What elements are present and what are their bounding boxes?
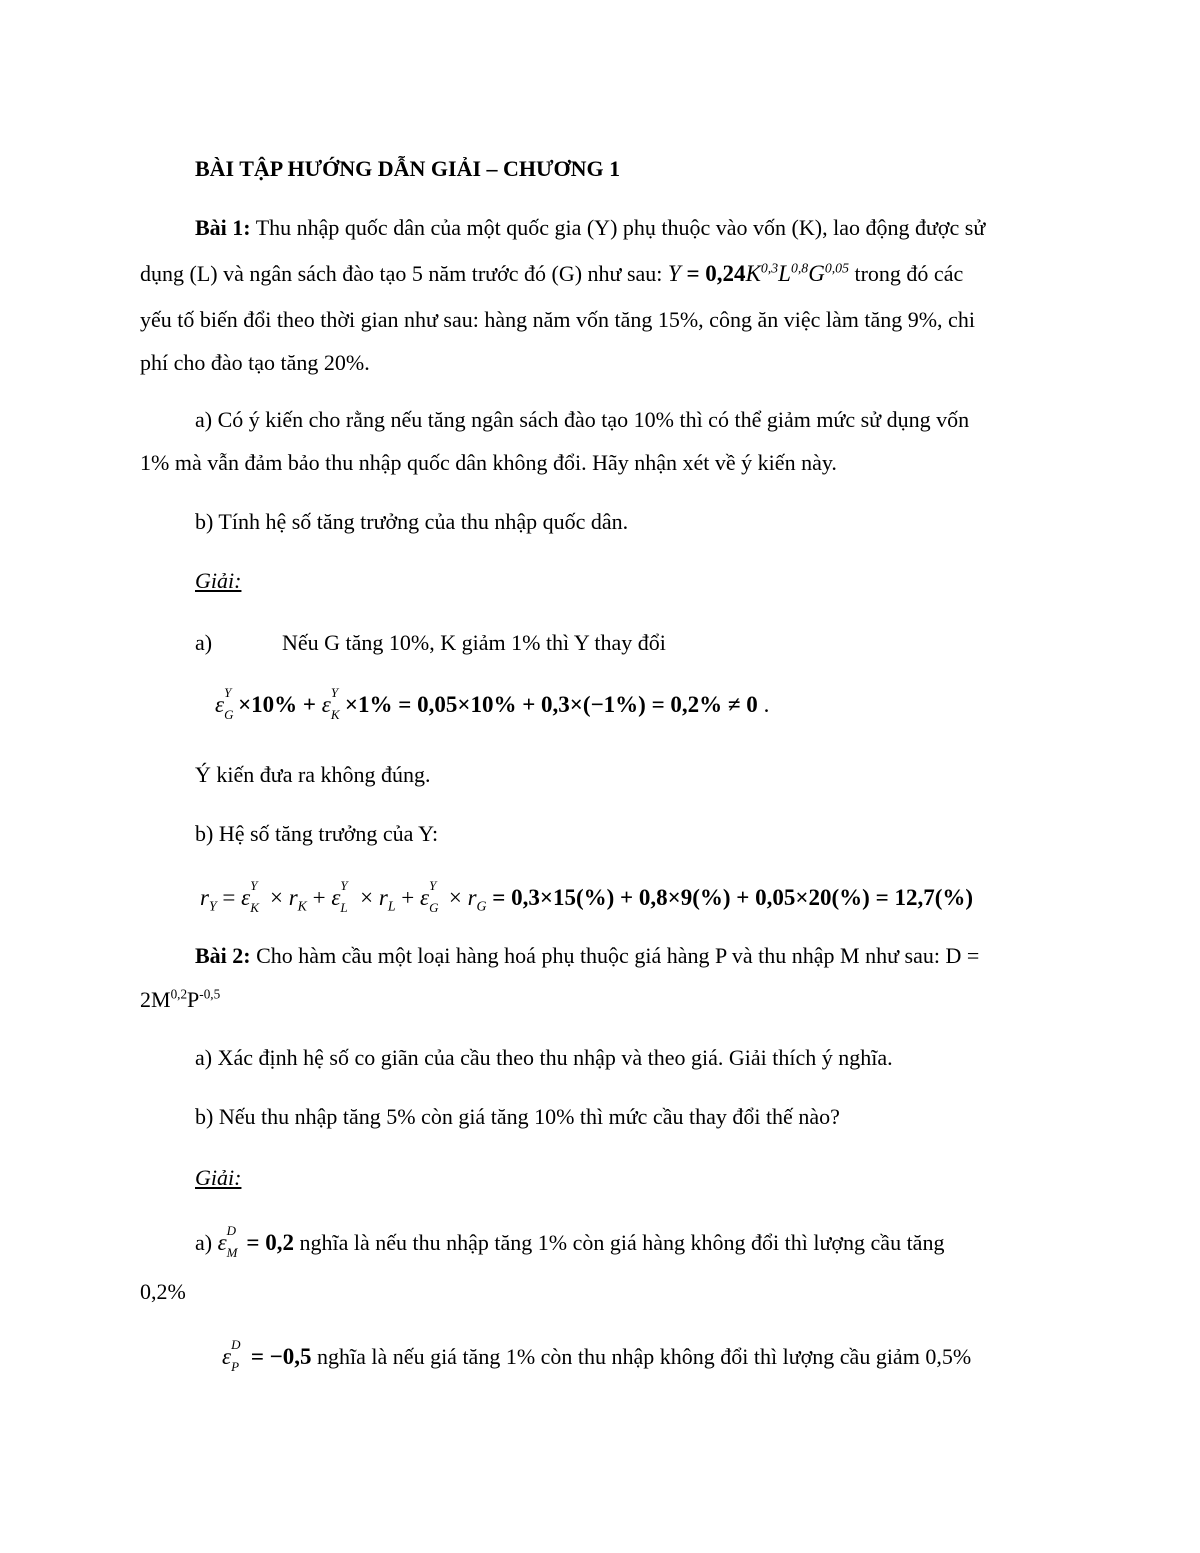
bai2-solution-heading: Giải: bbox=[195, 1165, 242, 1190]
bai1-line3: yếu tố biến đổi theo thời gian như sau: hàng năm vốn tăng 15%, công ăn việc làm tăng 9%, chi bbox=[140, 307, 975, 332]
bai1-question-a-line2: 1% mà vẫn đảm bảo thu nhập quốc dân không đổi. Hãy nhận xét về ý kiến này. bbox=[140, 450, 837, 475]
bai1-text1: Thu nhập quốc dân của một quốc gia (Y) phụ thuộc vào vốn (K), lao động được sử bbox=[250, 215, 986, 240]
bai1-solution-heading: Giải: bbox=[195, 568, 242, 593]
bai1-line1 bbox=[195, 213, 985, 243]
bai1-solution-a-label: a) bbox=[195, 630, 213, 655]
bai2-line2: $2M^{0,2}P^{-0,5}$ bbox=[140, 986, 221, 1012]
bai2-solution-a-line1: a) ε D M = 0,2 nghĩa là nếu thu nhập tăng 1% còn giá hàng không đổi thì lượng cầu tăng bbox=[195, 1223, 945, 1260]
bai2-text1: Cho hàm cầu một loại hàng hoá phụ thuộc giá hàng P và thu nhập M như sau: D = bbox=[250, 943, 980, 968]
bai1-question-a-line1: a) Có ý kiến cho rằng nếu tăng ngân sách đào tạo 10% thì có thể giảm mức sử dụng vốn bbox=[195, 407, 970, 432]
bai2-question-b: b) Nếu thu nhập tăng 5% còn giá tăng 10% thì mức cầu thay đổi thế nào? bbox=[195, 1104, 840, 1129]
bai1-question-b: b) Tính hệ số tăng trưởng của thu nhập quốc dân. bbox=[195, 509, 629, 534]
bai1-solution-a-conclusion: Ý kiến đưa ra không đúng. bbox=[195, 762, 431, 787]
bai1-label: Bài 1: bbox=[195, 215, 251, 240]
bai2-solution-b-line: ε D P = −0,5 nghĩa là nếu giá tăng 1% còn thu nhập không đổi thì lượng cầu giảm 0,5% bbox=[222, 1337, 972, 1374]
page-title: BÀI TẬP HƯỚNG DẪN GIẢI – CHƯƠNG 1 bbox=[195, 156, 621, 181]
bai1-text2b: trong đó các bbox=[848, 261, 964, 286]
bai2-line1 bbox=[195, 941, 979, 971]
bai1-solution-a-formula: ε Y G ×10% + ε Y K ×1% = 0,05×10% + 0,3×(−1%) = 0,2% ≠ 0 . bbox=[215, 685, 770, 722]
bai1-formula: $Y = 0,24K^{0,3}L^{0,8}G^{0,05}$ bbox=[667, 260, 849, 286]
bai1-text2a: dụng (L) và ngân sách đào tạo 5 năm trước đó (G) như sau: bbox=[140, 261, 668, 286]
bai2-question-a: a) Xác định hệ số co giãn của cầu theo thu nhập và theo giá. Giải thích ý nghĩa. bbox=[195, 1045, 893, 1070]
bai2-label: Bài 2: bbox=[195, 943, 251, 968]
bai1-line2 bbox=[140, 259, 963, 289]
bai1-line4: phí cho đào tạo tăng 20%. bbox=[140, 350, 370, 375]
bai1-solution-b-formula: $r_Y = \varepsilon$ Y K × $r_K + \varepsilon$ Y L × $r_L + \varepsilon$ Y G × $r_G = 0,3\times 15(\%) + 0,8\times 9(\%) + 0,05\times 20(\%) = 12,7(\%)$ bbox=[200, 878, 974, 915]
bai1-solution-a-text: Nếu G tăng 10%, K giảm 1% thì Y thay đổi bbox=[282, 630, 666, 655]
bai1-solution-b-text: b) Hệ số tăng trưởng của Y: bbox=[195, 821, 439, 846]
bai2-solution-a-line2: 0,2% bbox=[140, 1279, 186, 1304]
